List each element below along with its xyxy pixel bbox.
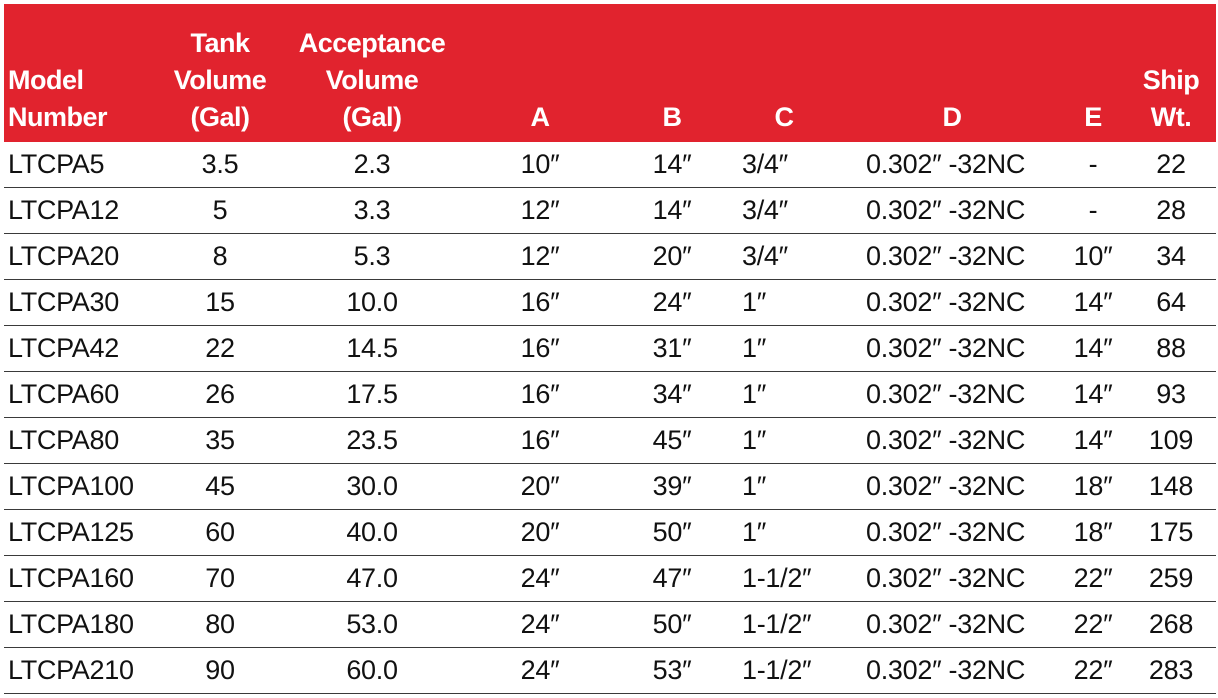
cell-c: 1-1/2″ bbox=[724, 648, 844, 694]
cell-a: 20″ bbox=[460, 510, 620, 556]
table-row bbox=[4, 188, 1216, 234]
spec-table bbox=[4, 4, 1216, 694]
cell-ship-weight: 268 bbox=[1126, 602, 1216, 648]
cell-tank-volume: 5 bbox=[156, 188, 284, 234]
cell-b: 14″ bbox=[620, 142, 724, 188]
cell-d: 0.302″ -32NC bbox=[844, 556, 1060, 602]
cell-tank-volume: 8 bbox=[156, 234, 284, 280]
cell-d: 0.302″ -32NC bbox=[844, 418, 1060, 464]
header-acceptance-volume: Acceptance Volume (Gal) bbox=[284, 4, 460, 142]
cell-a: 20″ bbox=[460, 464, 620, 510]
table-row bbox=[4, 556, 1216, 602]
cell-tank-volume: 60 bbox=[156, 510, 284, 556]
cell-a: 16″ bbox=[460, 280, 620, 326]
cell-b: 53″ bbox=[620, 648, 724, 694]
cell-acceptance-volume: 3.3 bbox=[284, 188, 460, 234]
cell-a: 24″ bbox=[460, 556, 620, 602]
cell-ship-weight: 148 bbox=[1126, 464, 1216, 510]
cell-e: 22″ bbox=[1060, 556, 1126, 602]
cell-d: 0.302″ -32NC bbox=[844, 234, 1060, 280]
cell-ship-weight: 28 bbox=[1126, 188, 1216, 234]
table-row bbox=[4, 464, 1216, 510]
cell-d: 0.302″ -32NC bbox=[844, 602, 1060, 648]
cell-ship-weight: 259 bbox=[1126, 556, 1216, 602]
cell-tank-volume: 15 bbox=[156, 280, 284, 326]
cell-tank-volume: 26 bbox=[156, 372, 284, 418]
cell-a: 16″ bbox=[460, 326, 620, 372]
cell-b: 50″ bbox=[620, 602, 724, 648]
cell-tank-volume: 22 bbox=[156, 326, 284, 372]
cell-d: 0.302″ -32NC bbox=[844, 280, 1060, 326]
cell-c: 1″ bbox=[724, 280, 844, 326]
cell-e: 22″ bbox=[1060, 602, 1126, 648]
cell-acceptance-volume: 40.0 bbox=[284, 510, 460, 556]
cell-e: - bbox=[1060, 142, 1126, 188]
header-ship-weight: Ship Wt. bbox=[1126, 4, 1216, 142]
cell-e: 18″ bbox=[1060, 464, 1126, 510]
cell-a: 24″ bbox=[460, 602, 620, 648]
cell-model: LTCPA210 bbox=[4, 648, 156, 694]
cell-acceptance-volume: 14.5 bbox=[284, 326, 460, 372]
cell-ship-weight: 109 bbox=[1126, 418, 1216, 464]
cell-ship-weight: 175 bbox=[1126, 510, 1216, 556]
cell-c: 3/4″ bbox=[724, 142, 844, 188]
cell-d: 0.302″ -32NC bbox=[844, 372, 1060, 418]
cell-e: 22″ bbox=[1060, 648, 1126, 694]
cell-tank-volume: 45 bbox=[156, 464, 284, 510]
cell-model: LTCPA5 bbox=[4, 142, 156, 188]
table-row bbox=[4, 280, 1216, 326]
cell-ship-weight: 34 bbox=[1126, 234, 1216, 280]
cell-e: - bbox=[1060, 188, 1126, 234]
cell-e: 14″ bbox=[1060, 418, 1126, 464]
table-body bbox=[4, 142, 1216, 694]
cell-model: LTCPA160 bbox=[4, 556, 156, 602]
table-row bbox=[4, 372, 1216, 418]
header-a: A bbox=[460, 4, 620, 142]
cell-b: 34″ bbox=[620, 372, 724, 418]
cell-b: 31″ bbox=[620, 326, 724, 372]
table-row bbox=[4, 142, 1216, 188]
cell-c: 1″ bbox=[724, 464, 844, 510]
cell-b: 20″ bbox=[620, 234, 724, 280]
cell-model: LTCPA60 bbox=[4, 372, 156, 418]
cell-a: 12″ bbox=[460, 234, 620, 280]
cell-model: LTCPA125 bbox=[4, 510, 156, 556]
cell-c: 3/4″ bbox=[724, 234, 844, 280]
header-b: B bbox=[620, 4, 724, 142]
header-e: E bbox=[1060, 4, 1126, 142]
header-d: D bbox=[844, 4, 1060, 142]
cell-d: 0.302″ -32NC bbox=[844, 464, 1060, 510]
cell-ship-weight: 22 bbox=[1126, 142, 1216, 188]
cell-c: 1″ bbox=[724, 326, 844, 372]
cell-d: 0.302″ -32NC bbox=[844, 648, 1060, 694]
cell-d: 0.302″ -32NC bbox=[844, 142, 1060, 188]
cell-acceptance-volume: 17.5 bbox=[284, 372, 460, 418]
cell-c: 3/4″ bbox=[724, 188, 844, 234]
cell-acceptance-volume: 60.0 bbox=[284, 648, 460, 694]
cell-tank-volume: 35 bbox=[156, 418, 284, 464]
cell-ship-weight: 88 bbox=[1126, 326, 1216, 372]
table-row bbox=[4, 418, 1216, 464]
cell-d: 0.302″ -32NC bbox=[844, 510, 1060, 556]
cell-model: LTCPA180 bbox=[4, 602, 156, 648]
cell-e: 14″ bbox=[1060, 280, 1126, 326]
cell-a: 16″ bbox=[460, 418, 620, 464]
cell-b: 45″ bbox=[620, 418, 724, 464]
cell-b: 39″ bbox=[620, 464, 724, 510]
cell-acceptance-volume: 5.3 bbox=[284, 234, 460, 280]
cell-c: 1″ bbox=[724, 510, 844, 556]
cell-c: 1-1/2″ bbox=[724, 556, 844, 602]
cell-acceptance-volume: 47.0 bbox=[284, 556, 460, 602]
cell-model: LTCPA100 bbox=[4, 464, 156, 510]
cell-b: 14″ bbox=[620, 188, 724, 234]
cell-acceptance-volume: 10.0 bbox=[284, 280, 460, 326]
cell-c: 1″ bbox=[724, 418, 844, 464]
table-header bbox=[4, 4, 1216, 142]
cell-tank-volume: 80 bbox=[156, 602, 284, 648]
cell-b: 24″ bbox=[620, 280, 724, 326]
cell-e: 14″ bbox=[1060, 372, 1126, 418]
cell-d: 0.302″ -32NC bbox=[844, 188, 1060, 234]
header-model-number: Model Number bbox=[4, 4, 156, 142]
cell-model: LTCPA30 bbox=[4, 280, 156, 326]
cell-model: LTCPA42 bbox=[4, 326, 156, 372]
cell-b: 50″ bbox=[620, 510, 724, 556]
header-row bbox=[4, 4, 1216, 142]
cell-acceptance-volume: 2.3 bbox=[284, 142, 460, 188]
cell-acceptance-volume: 30.0 bbox=[284, 464, 460, 510]
header-c: C bbox=[724, 4, 844, 142]
cell-a: 10″ bbox=[460, 142, 620, 188]
cell-d: 0.302″ -32NC bbox=[844, 326, 1060, 372]
cell-ship-weight: 93 bbox=[1126, 372, 1216, 418]
cell-ship-weight: 283 bbox=[1126, 648, 1216, 694]
cell-tank-volume: 3.5 bbox=[156, 142, 284, 188]
cell-model: LTCPA80 bbox=[4, 418, 156, 464]
cell-a: 12″ bbox=[460, 188, 620, 234]
cell-tank-volume: 90 bbox=[156, 648, 284, 694]
cell-model: LTCPA20 bbox=[4, 234, 156, 280]
header-tank-volume: Tank Volume (Gal) bbox=[156, 4, 284, 142]
cell-b: 47″ bbox=[620, 556, 724, 602]
table-row bbox=[4, 326, 1216, 372]
table-row bbox=[4, 602, 1216, 648]
cell-c: 1-1/2″ bbox=[724, 602, 844, 648]
cell-c: 1″ bbox=[724, 372, 844, 418]
cell-acceptance-volume: 53.0 bbox=[284, 602, 460, 648]
cell-e: 14″ bbox=[1060, 326, 1126, 372]
table-row bbox=[4, 510, 1216, 556]
cell-e: 18″ bbox=[1060, 510, 1126, 556]
table-row bbox=[4, 234, 1216, 280]
cell-tank-volume: 70 bbox=[156, 556, 284, 602]
cell-ship-weight: 64 bbox=[1126, 280, 1216, 326]
cell-acceptance-volume: 23.5 bbox=[284, 418, 460, 464]
cell-model: LTCPA12 bbox=[4, 188, 156, 234]
cell-a: 16″ bbox=[460, 372, 620, 418]
cell-e: 10″ bbox=[1060, 234, 1126, 280]
table-row bbox=[4, 648, 1216, 694]
cell-a: 24″ bbox=[460, 648, 620, 694]
